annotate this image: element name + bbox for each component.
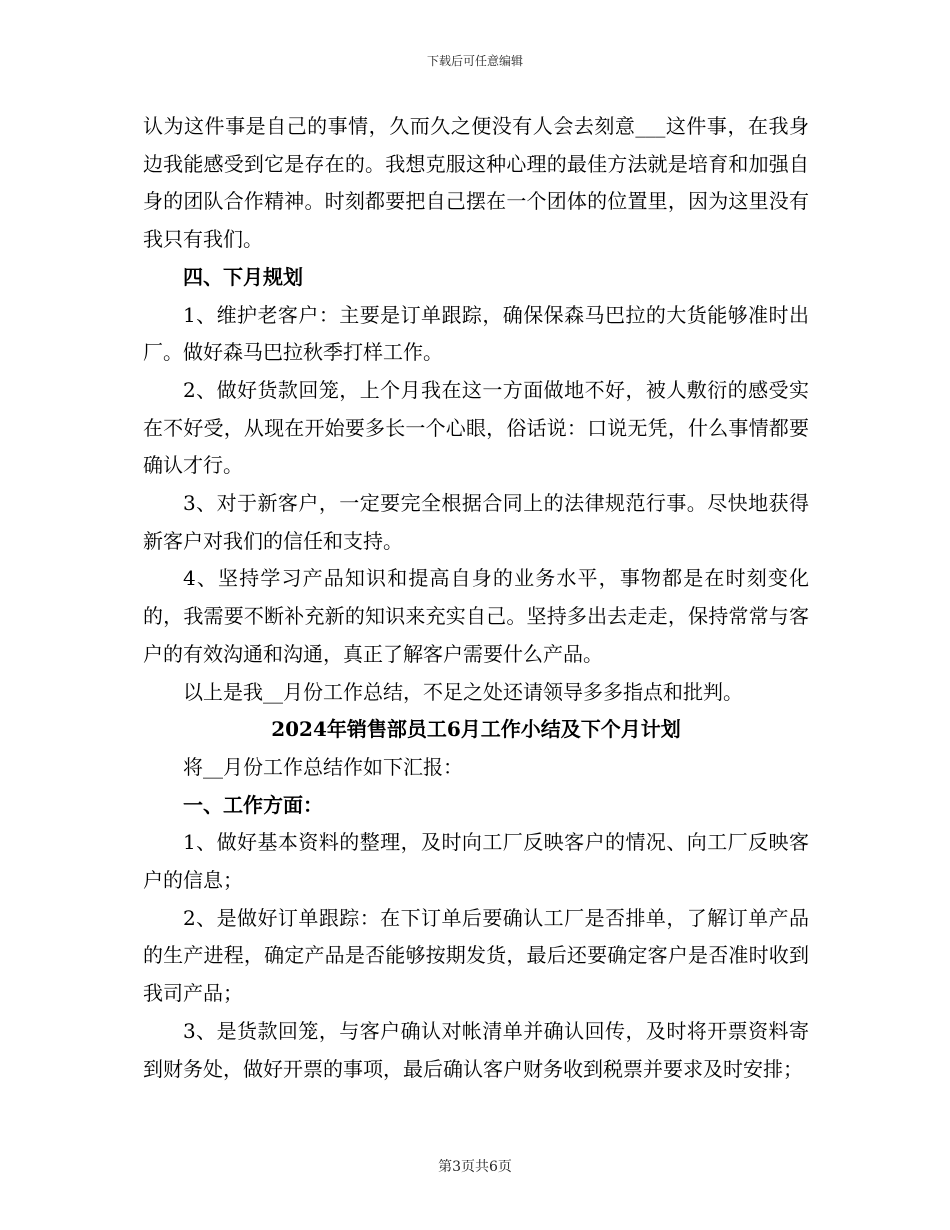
section-heading-next-month-plan: 四、下月规划 <box>183 264 303 289</box>
intro-paragraph: 将__月份工作总结作如下汇报： <box>183 754 463 779</box>
plan-item-4: 4、坚持学习产品知识和提高自身的业务水平，事物都是在时刻变化的，我需要不断补充新的知识来充实自己。坚持多出去走走，保持常常与客户的有效沟通和沟通，真正了解客户需要什么产品。 <box>143 566 809 666</box>
plan-item-1: 1、维护老客户：主要是订单跟踪，确保保森马巴拉的大货能够准时出厂。做好森马巴拉秋季打样工作。 <box>143 302 809 365</box>
work-item-1: 1、做好基本资料的整理，及时向工厂反映客户的情况、向工厂反映客户的信息； <box>143 830 809 893</box>
work-item-2: 2、是做好订单跟踪：在下订单后要确认工厂是否排单，了解订单产品的生产进程，确定产品是否能够按期发货，最后还要确定客户是否准时收到我司产品； <box>143 905 809 1006</box>
closing-paragraph: 以上是我__月份工作总结，不足之处还请领导多多指点和批判。 <box>183 679 743 704</box>
page-header: 下载后可任意编辑 <box>426 54 523 68</box>
document-title: 2024年销售部员工6月工作小结及下个月计划 <box>271 717 681 742</box>
document-body <box>143 108 809 1088</box>
plan-item-2: 2、做好货款回笼，上个月我在这一方面做地不好，被人敷衍的感受实在不好受，从现在开始要多长一个心眼，俗话说：口说无凭，什么事情都要确认才行。 <box>143 377 809 478</box>
work-item-3: 3、是货款回笼，与客户确认对帐清单并确认回传，及时将开票资料寄到财务处，做好开票的事项，最后确认客户财务收到税票并要求及时安排； <box>143 1018 809 1081</box>
paragraph-continuation: 认为这件事是自己的事情，久而久之便没有人会去刻意___这件事，在我身边我能感受到它是存在的。我想克服这种心理的最佳方法就是培育和加强自身的团队合作精神。时刻都要把自己摆在一个团体的位置里，因为这里没有我只有我们。 <box>143 114 809 252</box>
section-heading-work: 一、工作方面： <box>183 792 323 817</box>
plan-item-3: 3、对于新客户，一定要完全根据合同上的法律规范行事。尽快地获得新客户对我们的信任和支持。 <box>143 491 809 553</box>
page-footer: 第3页共6页 <box>438 1159 512 1175</box>
